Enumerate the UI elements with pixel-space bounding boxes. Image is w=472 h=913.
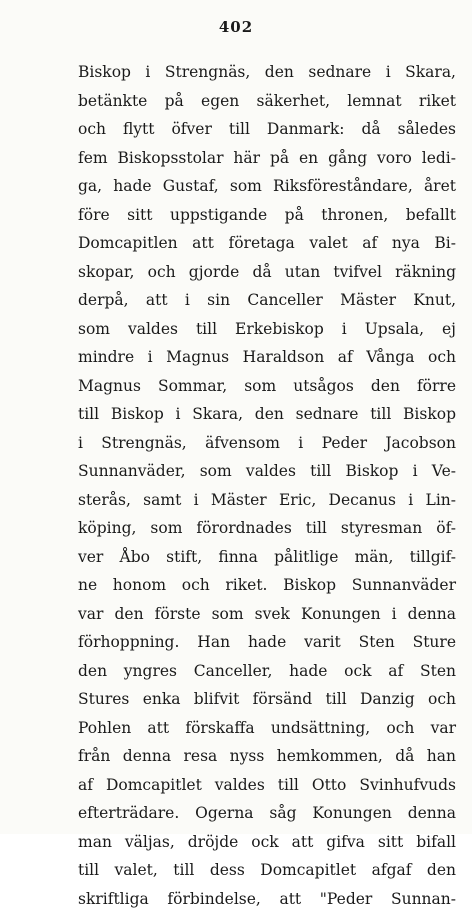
text-line: betänkte på egen säkerhet, lemnat riket [78,87,456,116]
text-line: af Domcapitlet valdes till Otto Svinhufvuds [78,771,456,800]
text-line: den yngres Canceller, hade ock af Sten [78,657,456,686]
text-line: Magnus Sommar, som utsågos den förre [78,372,456,401]
text-line: efterträdare. Ogerna såg Konungen denna [78,799,456,828]
text-line: Domcapitlen att företaga valet af nya Bi- [78,229,456,258]
text-line: ver Åbo stift, finna pålitlige män, tillgif- [78,543,456,572]
text-line: från denna resa nyss hemkommen, då han [78,742,456,771]
text-line: i Strengnäs, äfvensom i Peder Jacobson [78,429,456,458]
text-line: Sunnanväder, som valdes till Biskop i Ve- [78,457,456,486]
body-text [78,58,456,913]
text-line: Pohlen att förskaffa undsättning, och var [78,714,456,743]
text-line: man väljas, dröjde ock att gifva sitt bifall [78,828,456,857]
text-line: skopar, och gjorde då utan tvifvel räkning [78,258,456,287]
text-line: som valdes till Erkebiskop i Upsala, ej [78,315,456,344]
text-line: derpå, att i sin Canceller Mäster Knut, [78,286,456,315]
text-line: till Biskop i Skara, den sednare till Biskop [78,400,456,429]
text-line: Stures enka blifvit försänd till Danzig och [78,685,456,714]
text-line: köping, som förordnades till styresman öf- [78,514,456,543]
text-line: förhoppning. Han hade varit Sten Sture [78,628,456,657]
text-line: sterås, samt i Mäster Eric, Decanus i Lin- [78,486,456,515]
text-line: före sitt uppstigande på thronen, befallt [78,201,456,230]
text-line: ga, hade Gustaf, som Riksföreståndare, året [78,172,456,201]
page-number: 402 [0,18,472,36]
text-line: fem Biskopsstolar här på en gång voro ledi- [78,144,456,173]
text-line: Biskop i Strengnäs, den sednare i Skara, [78,58,456,87]
text-line: var den förste som svek Konungen i denna [78,600,456,629]
text-line: skriftliga förbindelse, att "Peder Sunnan- [78,885,456,913]
text-line: mindre i Magnus Haraldson af Vånga och [78,343,456,372]
text-line: och flytt öfver till Danmark: då således [78,115,456,144]
text-line: till valet, till dess Domcapitlet afgaf den [78,856,456,885]
text-line: ne honom och riket. Biskop Sunnanväder [78,571,456,600]
